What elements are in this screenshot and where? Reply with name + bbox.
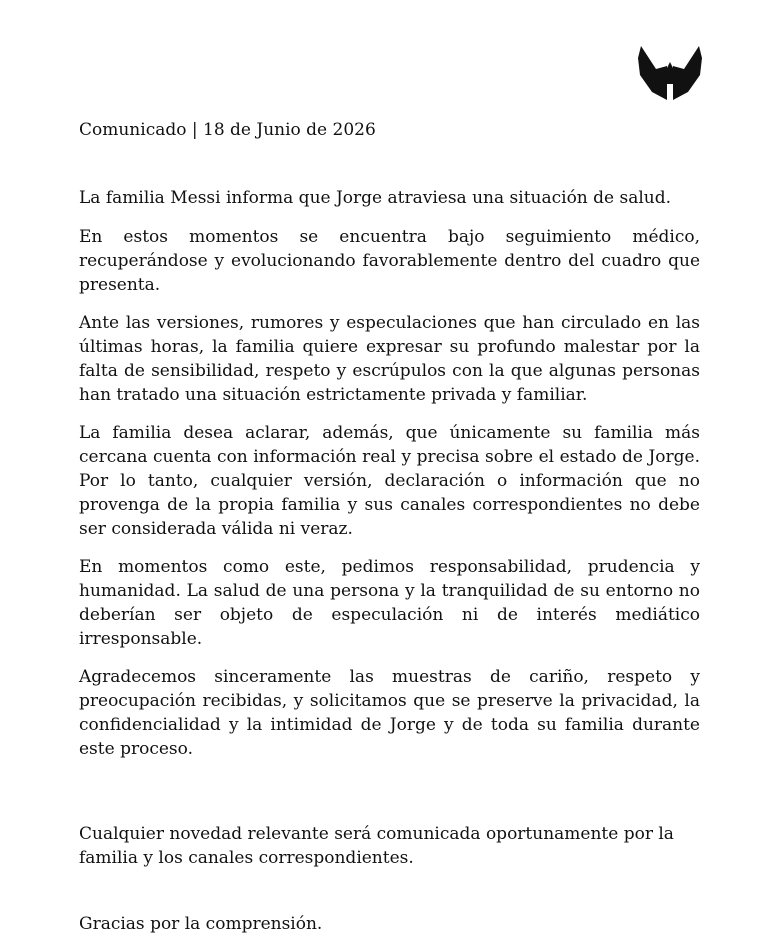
document-body: [79, 186, 700, 936]
paragraph-request-responsibility: En momentos como este, pedimos responsabilidad, prudencia y humanidad. La salud de una persona y la tranquilidad de su entorno no deberían ser objeto de especulación ni de interés mediático irresponsable.: [79, 557, 700, 649]
messi-logo-center-notch: [667, 62, 673, 84]
messi-logo-left-shape: [638, 46, 667, 100]
messi-logo-icon: [636, 40, 704, 102]
messi-logo-right-shape: [673, 46, 702, 100]
paragraph-closing: Gracias por la comprensión.: [79, 914, 323, 934]
paragraph-intro: La familia Messi informa que Jorge atraviesa una situación de salud.: [79, 188, 672, 208]
paragraph-health-status: En estos momentos se encuentra bajo seguimiento médico, recuperándose y evolucionando favorablemente dentro del cuadro que presenta.: [79, 227, 700, 295]
paragraph-thanks-privacy: Agradecemos sinceramente las muestras de cariño, respeto y preocupación recibidas, y solicitamos que se preserve la privacidad, la confidencialidad y la intimidad de Jorge y de toda su familia durante este proceso.: [79, 667, 700, 759]
paragraph-official-information: La familia desea aclarar, además, que únicamente su familia más cercana cuenta con información real y precisa sobre el estado de Jorge. Por lo tanto, cualquier versión, declaración o información que no provenga de la propia familia y sus canales correspondientes no debe ser considerada válida ni veraz.: [79, 423, 700, 539]
document-title: Comunicado | 18 de Junio de 2026: [79, 120, 376, 140]
paragraph-updates: Cualquier novedad relevante será comunicada oportunamente por la familia y los canales correspondientes.: [79, 824, 674, 868]
paragraph-rumors: Ante las versiones, rumores y especulaciones que han circulado en las últimas horas, la familia quiere expresar su profundo malestar por la falta de sensibilidad, respeto y escrúpulos con la que algunas personas han tratado una situación estrictamente privada y familiar.: [79, 313, 700, 405]
